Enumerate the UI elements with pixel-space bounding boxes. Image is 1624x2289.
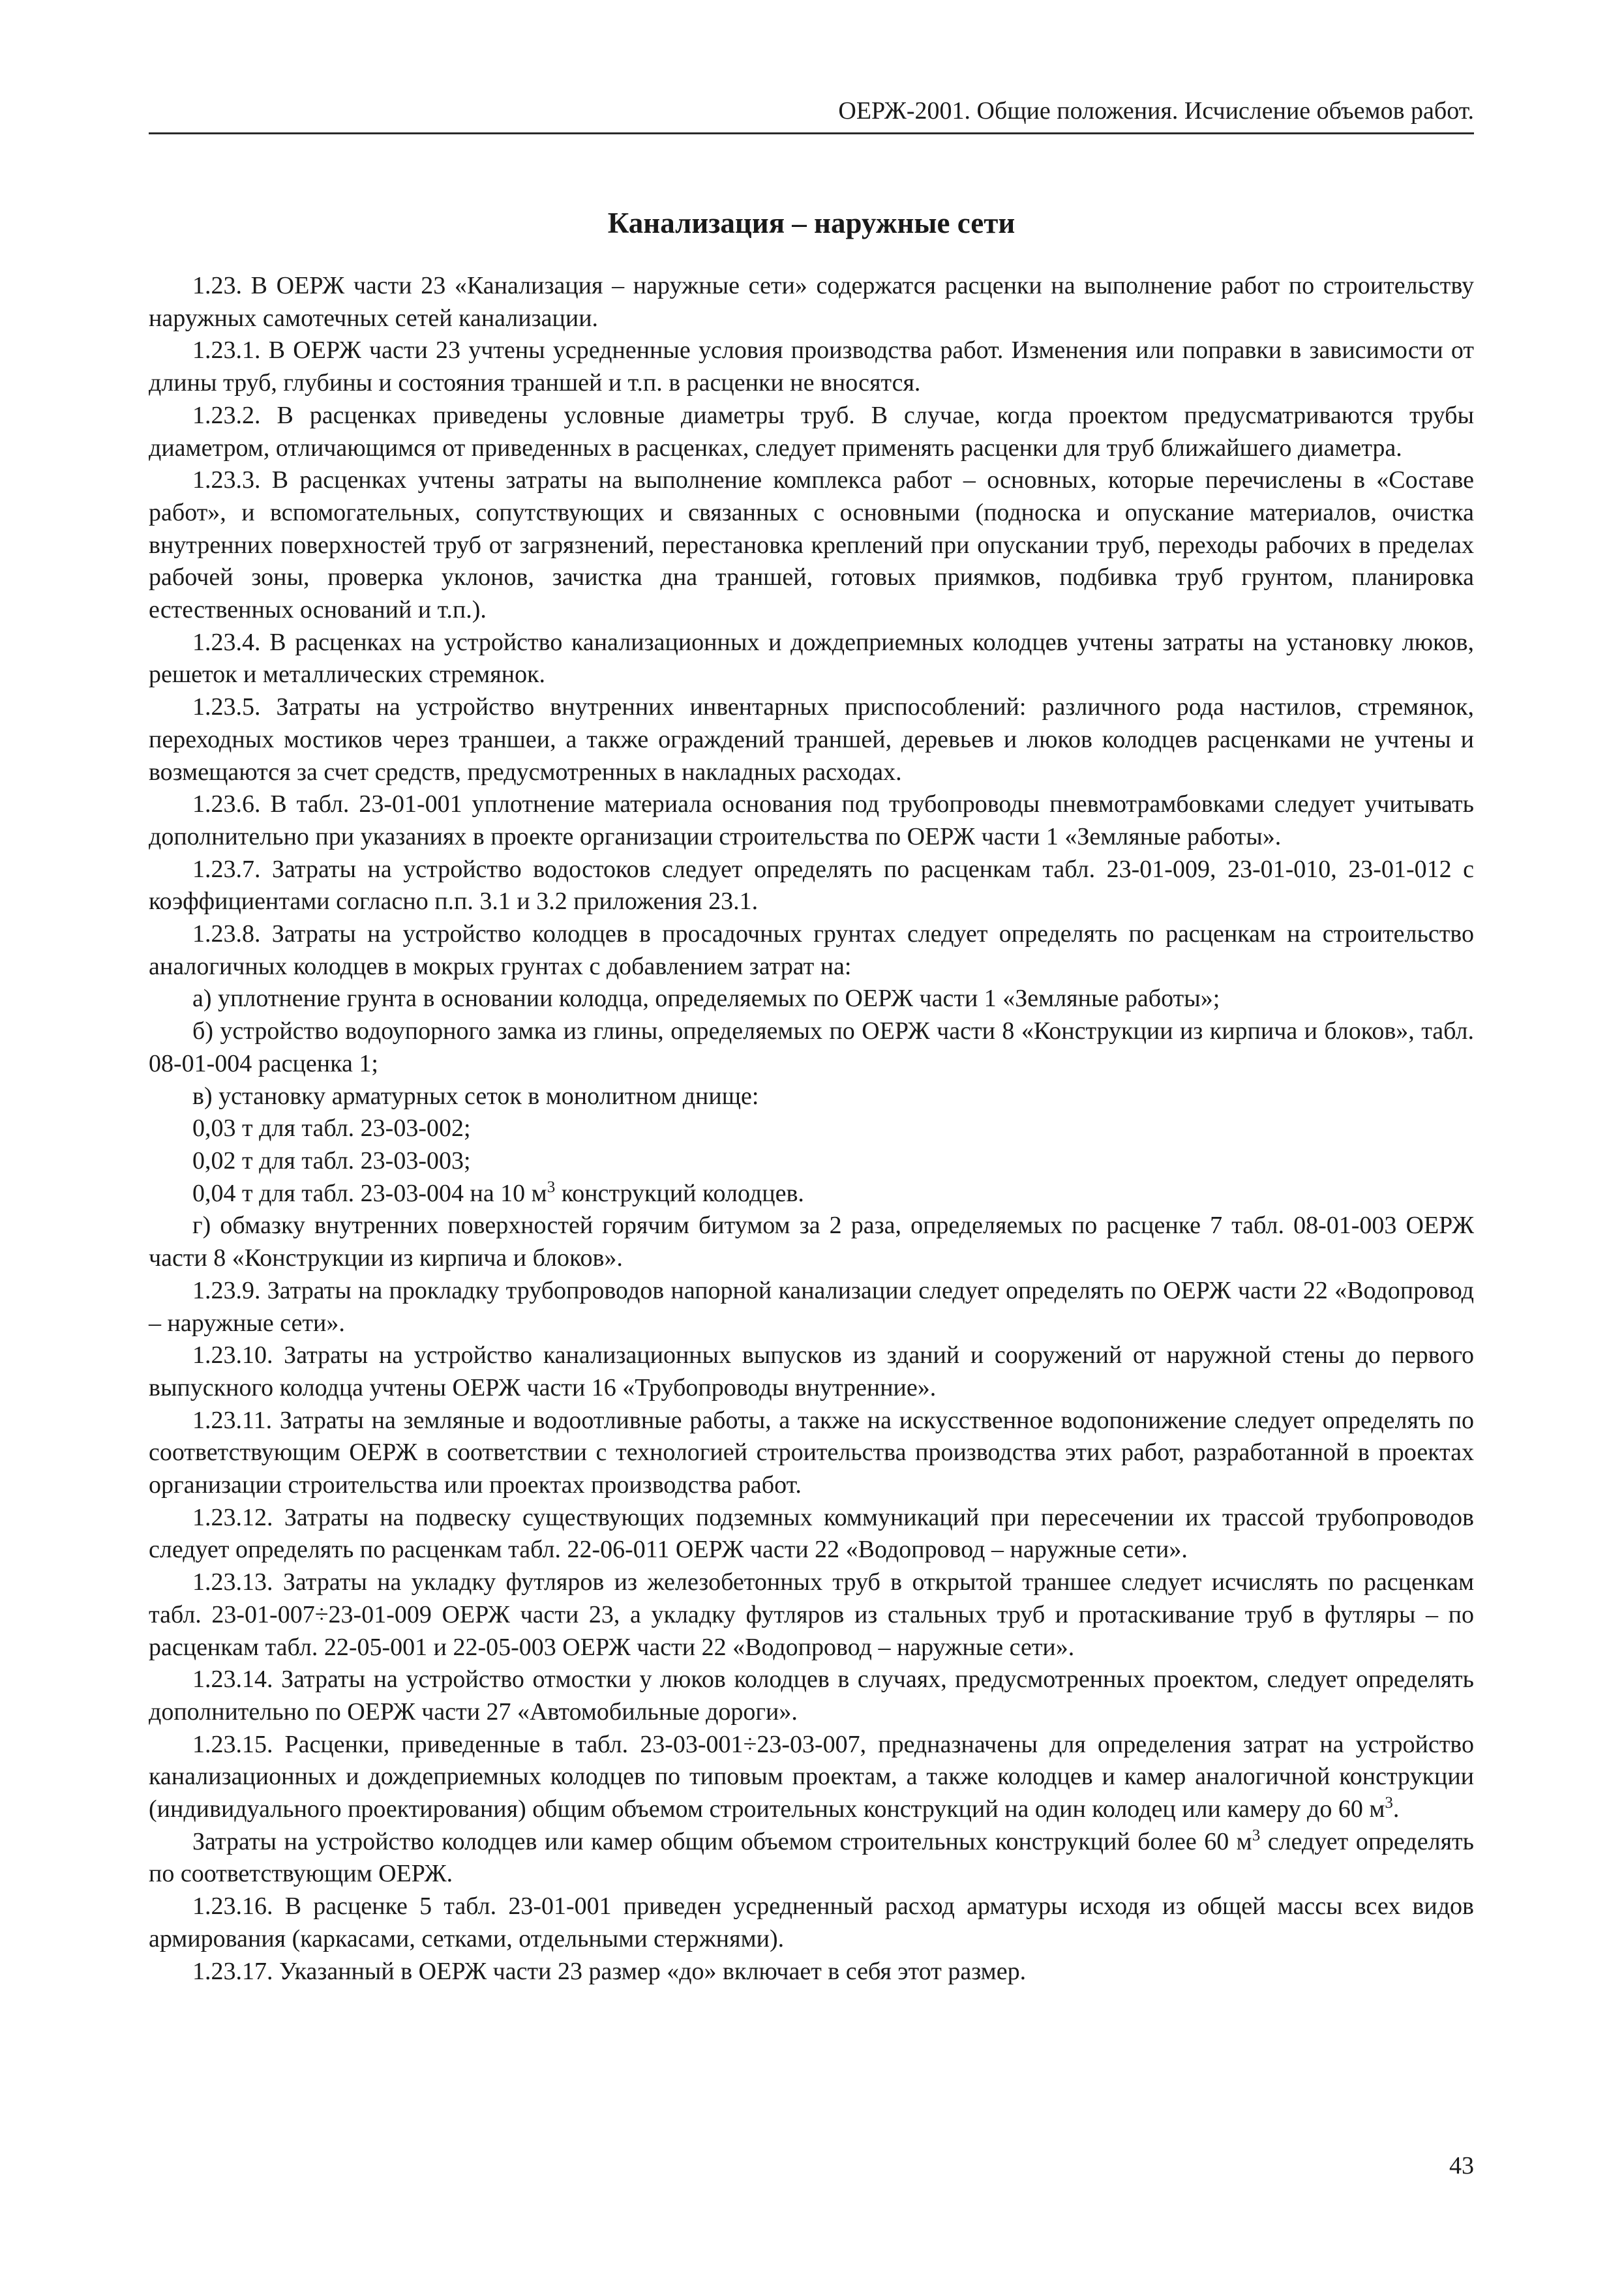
superscript-3: 3 [547,1178,556,1196]
paragraph: 1.23.11. Затраты на земляные и водоотливные работы, а также на искусственное водопонижение следует определять по соответствующим ОЕРЖ в соответствии с технологией строительства производства этих работ, разработанной в проектах организации строительства или проектах производства работ. [149,1406,1474,1499]
superscript-3: 3 [1252,1826,1261,1844]
list-item: а) уплотнение грунта в основании колодца, определяемых по ОЕРЖ части 1 «Земляные работы»; [192,985,1220,1013]
list-item: б) устройство водоупорного замка из глины, определяемых по ОЕРЖ части 8 «Конструкции из кирпича и блоков», табл. 08-01-004 расценка 1; [149,1017,1474,1077]
page-number: 43 [1449,2152,1474,2179]
list-item: 0,04 т для табл. 23-03-004 на 10 $м^3$ конструкций колодцев. [192,1178,804,1207]
running-header-text: ОЕРЖ-2001. Общие положения. Исчисление объемов работ. [838,97,1474,125]
paragraph: 1.23.5. Затраты на устройство внутренних инвентарных приспособлений: различного рода настилов, стремянок, переходных мостиков через траншеи, а также ограждений траншей, деревьев и люков колодцев расценками не учтены и возмещаются за счет средств, предусмотренных в накладных расходах. [149,693,1474,786]
running-header [149,91,1474,134]
paragraph: 1.23.14. Затраты на устройство отмостки у люков колодцев в случаях, предусмотренных проектом, следует определять дополнительно по ОЕРЖ части 27 «Автомобильные дороги». [149,1666,1474,1726]
paragraph: 1.23.13. Затраты на укладку футляров из железобетонных труб в открытой траншее следует исчислять по расценкам табл. 23-01-007÷23-01-009 ОЕРЖ части 23, а укладку футляров из стальных труб и протаскивание труб в футляры – по расценкам табл. 22-05-001 и 22-05-003 ОЕРЖ части 22 «Водопровод – наружные сети». [149,1568,1474,1661]
list-item: 0,02 т для табл. 23-03-003; [192,1146,471,1174]
paragraph: 1.23.17. Указанный в ОЕРЖ части 23 размер «до» включает в себя этот размер. [192,1957,1027,1985]
paragraph: Затраты на устройство колодцев или камер общим объемом строительных конструкций более 60 $м^3$ следует определять по соответствующим ОЕРЖ. [149,1826,1474,1888]
paragraph: 1.23.12. Затраты на подвеску существующих подземных коммуникаций при пересечении их трассой трубопроводов следует определять по расценкам табл. 22-06-011 ОЕРЖ части 22 «Водопровод – наружные сети». [149,1503,1474,1564]
list-item: 0,03 т для табл. 23-03-002; [192,1115,471,1143]
paragraph: 1.23. В ОЕРЖ части 23 «Канализация – наружные сети» содержатся расценки на выполнение работ по строительству наружных самотечных сетей канализации. [149,272,1474,332]
paragraph: 1.23.7. Затраты на устройство водостоков следует определять по расценкам табл. 23-01-009, 23-01-010, 23-01-012 с коэффициентами согласно п.п. 3.1 и 3.2 приложения 23.1. [149,855,1474,916]
section-title: Канализация – наружные сети [607,207,1015,239]
paragraph: 1.23.6. В табл. 23-01-001 уплотнение материала основания под трубопроводы пневмотрамбовками следует учитывать дополнительно при указаниях в проекте организации строительства по ОЕРЖ части 1 «Земляные работы». [149,790,1474,850]
paragraph: 1.23.3. В расценках учтены затраты на выполнение комплекса работ – основных, которые перечислены в «Составе работ», и вспомогательных, сопутствующих и связанных с основными (подноска и опускание материалов, очистка внутренних поверхностей труб от загрязнений, перестановка креплений при опускании труб, переходы рабочих в пределах рабочей зоны, проверка уклонов, зачистка дна траншей, готовых приямков, подбивка труб грунтом, планировка естественных оснований и т.п.). [149,466,1474,624]
superscript-3: 3 [1385,1794,1393,1812]
list-item: г) обмазку внутренних поверхностей горячим битумом за 2 раза, определяемых по расценке 7 табл. 08-01-003 ОЕРЖ части 8 «Конструкции из кирпича и блоков». [149,1212,1474,1272]
paragraph: 1.23.8. Затраты на устройство колодцев в просадочных грунтах следует определять по расценкам на строительство аналогичных колодцев в мокрых грунтах с добавлением затрат на: [149,920,1474,980]
paragraph: 1.23.9. Затраты на прокладку трубопроводов напорной канализации следует определять по ОЕРЖ части 22 «Водопровод – наружные сети». [149,1276,1474,1337]
paragraph: 1.23.16. В расценке 5 табл. 23-01-001 приведен усредненный расход арматуры исходя из общей массы всех видов армирования (каркасами, сетками, отдельными стержнями). [149,1893,1474,1952]
paragraph: 1.23.1. В ОЕРЖ части 23 учтены усредненные условия производства работ. Изменения или поправки в зависимости от длины труб, глубины и состояния траншей и т.п. в расценки не вносятся. [149,337,1474,397]
paragraph: 1.23.15. Расценки, приведенные в табл. 23-03-001÷23-03-007, предназначены для определения затрат на устройство канализационных и дождеприемных колодцев по типовым проектам, а также колодцев и камер аналогичной конструкции (индивидуального проектирования) общим объемом строительных конструкций на один колодец или камеру до 60 $м^3$. [149,1730,1474,1823]
section-body [149,270,1474,1988]
paragraph: 1.23.2. В расценках приведены условные диаметры труб. В случае, когда проектом предусматриваются трубы диаметром, отличающимся от приведенных в расценках, следует применять расценки для труб ближайшего диаметра. [149,401,1474,462]
paragraph: 1.23.4. В расценках на устройство канализационных и дождеприемных колодцев учтены затраты на установку люков, решеток и металлических стремянок. [149,628,1474,689]
paragraph: 1.23.10. Затраты на устройство канализационных выпусков из зданий и сооружений от наружной стены до первого выпускного колодца учтены ОЕРЖ части 16 «Трубопроводы внутренние». [149,1341,1474,1401]
list-item: в) установку арматурных сеток в монолитном днище: [192,1082,759,1110]
